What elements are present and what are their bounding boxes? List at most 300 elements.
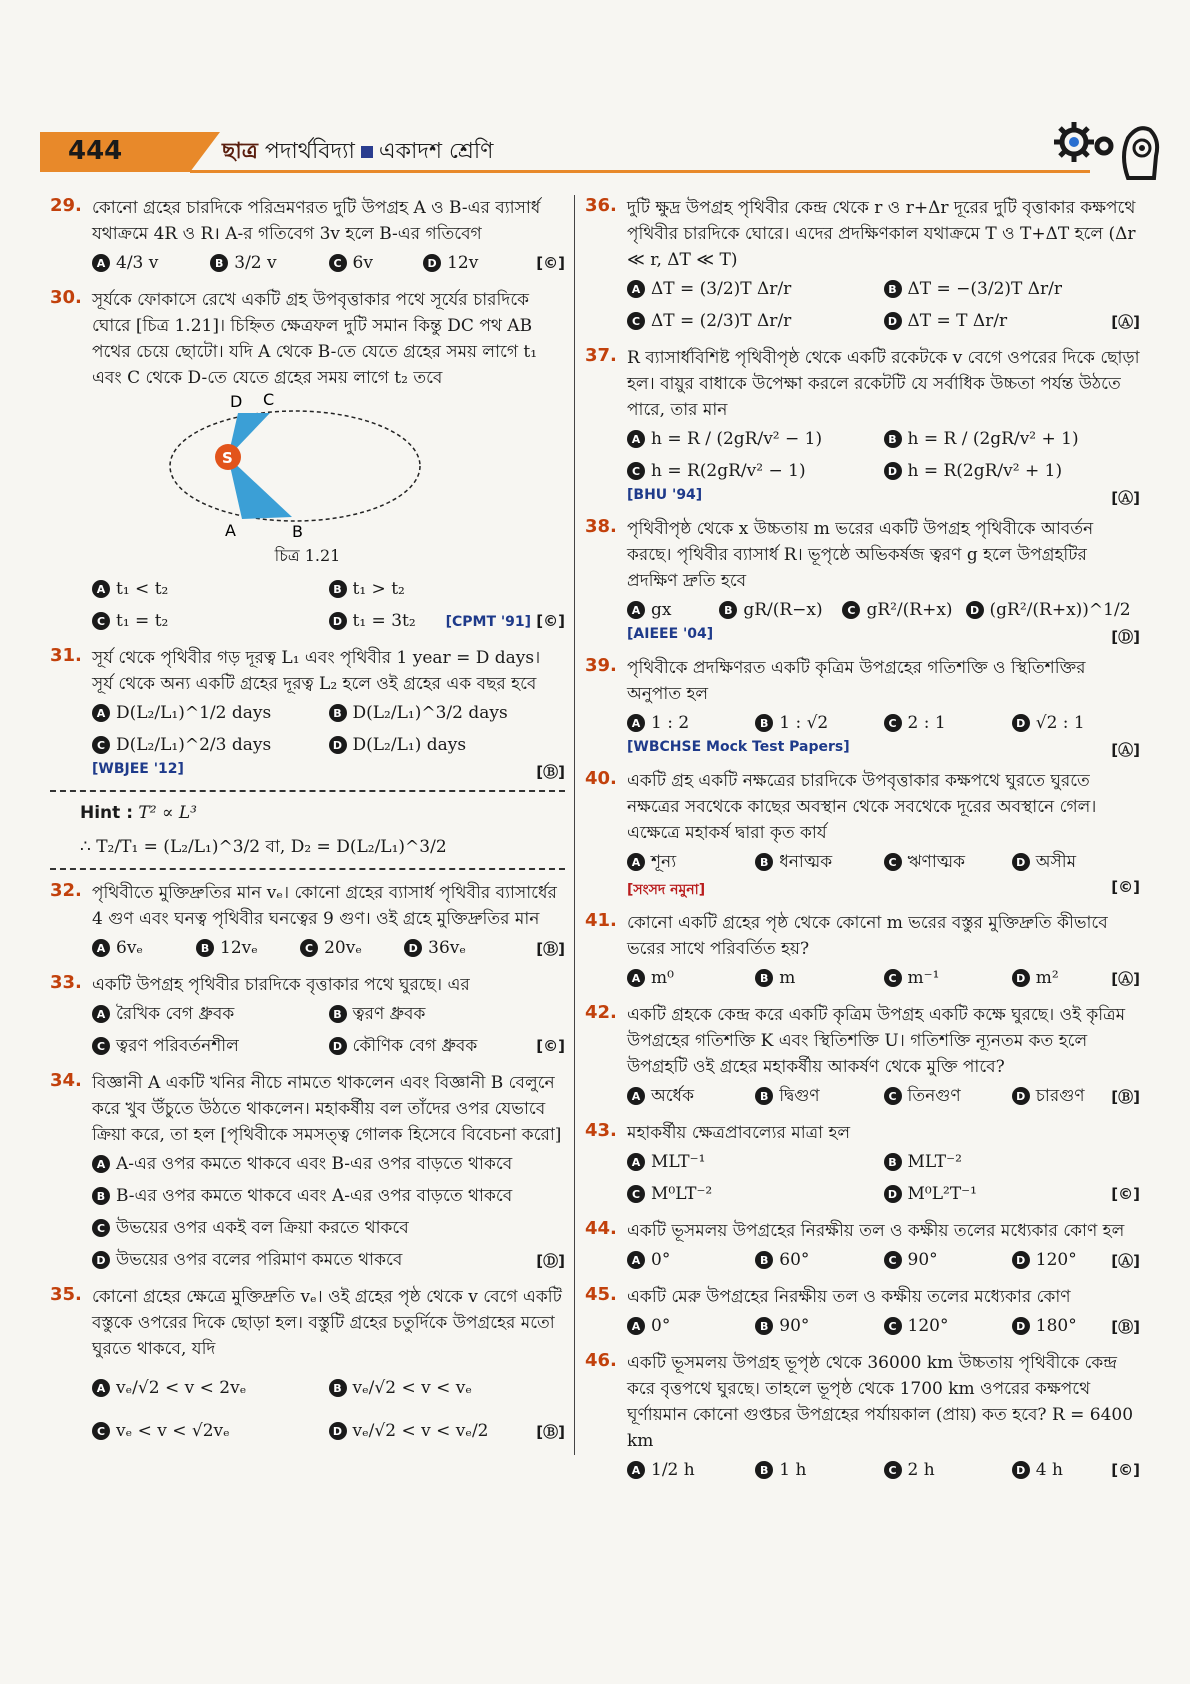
- question-text: সূর্যকে ফোকাসে রেখে একটি গ্রহ উপবৃত্তাকার পথে সূর্যের চারদিকে ঘোরে [চিত্র 1.21]। চিহ্নিত ক্ষেত্রফল দুটি সমান কিন্তু DC পথ AB পথের চেয়ে ছোটো। যদি A থেকে B-তে যেতে গ্রহের সময় লাগে t₁ এবং C থেকে D-তে যেতে গ্রহের সময় লাগে t₂ তবে: [92, 290, 538, 388]
- option-text: D(L₂/L₁) days: [352, 735, 467, 755]
- option-text: 4 h: [1035, 1460, 1063, 1480]
- option-letter-icon: B: [755, 1317, 773, 1335]
- source-tag: [AIEEE '04]: [627, 626, 714, 642]
- hint-line-1: T² ∝ L³: [138, 803, 197, 823]
- option-c: [884, 1457, 1012, 1483]
- option-letter-icon: D: [1012, 1317, 1030, 1335]
- label-a: A: [225, 521, 236, 540]
- header-title: [222, 134, 493, 171]
- answer-key: [Ⓐ]: [1111, 969, 1140, 988]
- option-text: ত্বরণ ধ্রুবক: [352, 1004, 426, 1024]
- option-b: [329, 1001, 566, 1027]
- option-letter-icon: B: [884, 430, 902, 448]
- option-letter-icon: C: [329, 254, 347, 272]
- option-letter-icon: B: [210, 254, 228, 272]
- option-text: gx: [651, 600, 672, 620]
- option-b: [329, 1375, 566, 1401]
- option-letter-icon: C: [884, 1087, 902, 1105]
- answer-key: [Ⓓ]: [1111, 628, 1140, 646]
- option-letter-icon: C: [884, 1317, 902, 1335]
- answer-key: [446, 612, 565, 630]
- option-letter-icon: D: [1012, 1251, 1030, 1269]
- option-text: MLT⁻²: [907, 1152, 962, 1172]
- option-text: 0°: [651, 1316, 671, 1336]
- option-text: ঋণাত্মক: [907, 852, 966, 872]
- option-letter-icon: B: [196, 939, 214, 957]
- option-text: D(L₂/L₁)^1/2 days: [116, 703, 272, 723]
- option-text: 2 : 1: [907, 713, 946, 733]
- source-tag: [BHU '94]: [627, 487, 703, 503]
- question-30: [50, 287, 565, 637]
- option-text: অর্ধেক: [651, 1086, 694, 1106]
- option-c: [842, 597, 965, 623]
- options: [627, 962, 1140, 994]
- question-35: [50, 1284, 565, 1447]
- option-d: [884, 1181, 1141, 1207]
- option-a: [92, 700, 329, 726]
- option-letter-icon: C: [92, 1037, 110, 1055]
- question-39: [585, 655, 1140, 760]
- option-letter-icon: C: [92, 1422, 110, 1440]
- option-letter-icon: C: [92, 736, 110, 754]
- question-40: [585, 768, 1140, 902]
- question-text: একটি মেরু উপগ্রহের নিরক্ষীয় তল ও কক্ষীয় তলের মধ্যেকার কোণ: [627, 1287, 1071, 1307]
- option-c: [92, 1033, 329, 1059]
- option-letter-icon: B: [755, 714, 773, 732]
- option-letter-icon: B: [329, 704, 347, 722]
- option-a: [627, 1247, 755, 1273]
- figure-caption: চিত্র 1.21: [274, 546, 341, 565]
- brand-name: ছাত্ৰ: [222, 139, 258, 164]
- question-text: দুটি ক্ষুদ্র উপগ্রহ পৃথিবীর কেন্দ্র থেকে r ও r+Δr দূরের দুটি বৃত্তাকার কক্ষপথে পৃথিবীর চারদিকে ঘোরে। এদের প্রদক্ষিণকাল যথাক্রমে T ও T+ΔT হলে (Δr ≪ r, ΔT ≪ T): [627, 198, 1136, 270]
- hint-line-2: ∴ T₂/T₁ = (L₂/L₁)^3/2 বা, D₂ = D(L₂/L₁)^3/2: [80, 837, 447, 857]
- option-letter-icon: B: [329, 580, 347, 598]
- question-text: R ব্যাসার্ধবিশিষ্ট পৃথিবীপৃষ্ঠ থেকে একটি রকেটকে v বেগে ওপরের দিকে ছোড়া হল। বায়ুর বাধাকে উপেক্ষা করলে রকেটটি যে সর্বাধিক উচ্চতা পর্যন্ত উঠতে পারে, তার মান: [627, 348, 1140, 420]
- answer-key: [Ⓐ]: [1111, 741, 1140, 759]
- option-letter-icon: D: [329, 612, 347, 630]
- option-letter-icon: A: [92, 1379, 110, 1397]
- option-letter-icon: D: [1012, 853, 1030, 871]
- options: [627, 846, 1140, 878]
- option-letter-icon: B: [329, 1005, 347, 1023]
- question-number: 31.: [50, 645, 82, 666]
- option-b: [884, 276, 1141, 302]
- option-text: 1/2 h: [651, 1460, 695, 1480]
- option-text: 90°: [907, 1250, 938, 1270]
- question-number: 38.: [585, 516, 617, 537]
- question-number: 39.: [585, 655, 617, 676]
- option-d: [1012, 1247, 1140, 1273]
- option-text: 60°: [779, 1250, 810, 1270]
- option-letter-icon: B: [329, 1379, 347, 1397]
- question-text: পৃথিবীতে মুক্তিদ্রুতির মান vₑ। কোনো গ্রহের ব্যাসার্ধ পৃথিবীর ব্যাসার্ধের 4 গুণ এবং ঘনত্ব পৃথিবীর ঘনত্বের 9 গুণ। ওই গ্রহে মুক্তিদ্রুতির মান: [92, 883, 557, 929]
- option-a: [92, 1151, 565, 1177]
- options: [92, 1372, 565, 1447]
- answer-key: [©]: [536, 254, 565, 272]
- option-text: 120°: [907, 1316, 949, 1336]
- option-letter-icon: D: [329, 1422, 347, 1440]
- figure-1-21: [110, 391, 565, 549]
- option-text: ধনাত্মক: [779, 852, 833, 872]
- option-text: 1 : 2: [651, 713, 690, 733]
- question-text: সূর্য থেকে পৃথিবীর গড় দূরত্ব L₁ এবং পৃথিবীর 1 year = D days। সূর্য থেকে অন্য একটি গ্রহের দূরত্ব L₂ হলে ওই গ্রহের এক বছর হবে: [92, 648, 541, 694]
- option-letter-icon: D: [1012, 1461, 1030, 1479]
- question-29: [50, 195, 565, 279]
- option-letter-icon: C: [884, 1461, 902, 1479]
- option-text: m⁰: [651, 968, 674, 988]
- question-32: [50, 880, 565, 964]
- option-d: [966, 597, 1140, 623]
- options: [627, 1080, 1140, 1112]
- question-text: একটি ভূসমলয় উপগ্রহ ভূপৃষ্ঠ থেকে 36000 km উচ্চতায় পৃথিবীকে কেন্দ্র করে বৃত্তপথে ঘুরছে। তাহলে ভূপৃষ্ঠ থেকে 1700 km ওপরের কক্ষপথে ঘূর্ণায়মান কোনো গুপ্তচর উপগ্রহের পর্যায়কাল (প্রায়) কত হবে? R = 6400 km: [627, 1353, 1134, 1451]
- option-d: [329, 1033, 566, 1059]
- question-number: 35.: [50, 1284, 82, 1305]
- option-letter-icon: D: [884, 462, 902, 480]
- question-42: [585, 1002, 1140, 1112]
- option-text: m²: [1035, 968, 1059, 988]
- option-text: 36vₑ: [428, 938, 466, 958]
- orbit-ellipse: [170, 411, 420, 521]
- option-letter-icon: D: [1012, 1087, 1030, 1105]
- question-36: [585, 195, 1140, 337]
- options: [92, 573, 565, 637]
- option-text: 12vₑ: [220, 938, 258, 958]
- option-b: [329, 700, 566, 726]
- option-text: vₑ < v < √2vₑ: [116, 1421, 230, 1441]
- option-letter-icon: C: [884, 1251, 902, 1269]
- source-tag: [WBJEE '12]: [92, 761, 184, 777]
- option-letter-icon: B: [755, 853, 773, 871]
- question-number: 34.: [50, 1070, 82, 1091]
- option-b: [755, 1083, 883, 1109]
- option-b: [719, 597, 842, 623]
- option-a: [92, 576, 329, 602]
- option-c: [92, 1418, 329, 1444]
- hint-label: Hint :: [80, 803, 134, 823]
- option-a: [627, 849, 755, 875]
- option-letter-icon: C: [627, 1185, 645, 1203]
- answer-key: [©]: [1111, 1461, 1140, 1479]
- option-text: t₁ = 3t₂: [352, 611, 416, 631]
- option-letter-icon: A: [627, 714, 645, 732]
- option-letter-icon: C: [92, 612, 110, 630]
- option-letter-icon: D: [884, 312, 902, 330]
- option-letter-icon: A: [92, 704, 110, 722]
- answer-key: [Ⓑ]: [1111, 1087, 1140, 1106]
- question-tail: [627, 626, 1140, 647]
- option-text: শূন্য: [651, 852, 677, 872]
- option-text: ত্বরণ পরিবর্তনশীল: [116, 1036, 239, 1056]
- option-c: [884, 1247, 1012, 1273]
- option-text: 6vₑ: [116, 938, 144, 958]
- option-text: 6v: [352, 253, 373, 273]
- option-b: [755, 1457, 883, 1483]
- option-letter-icon: A: [627, 1087, 645, 1105]
- options: [627, 1454, 1140, 1486]
- question-number: 41.: [585, 910, 617, 931]
- option-c: [884, 710, 1012, 736]
- right-column: [585, 195, 1140, 1494]
- option-a: [627, 597, 719, 623]
- question-text: একটি ভূসমলয় উপগ্রহের নিরক্ষীয় তল ও কক্ষীয় তলের মধ্যেকার কোণ হল: [627, 1221, 1125, 1241]
- question-text: মহাকর্ষীয় ক্ষেত্রপ্রাবল্যের মাত্রা হল: [627, 1123, 851, 1143]
- options: [627, 594, 1140, 626]
- answer-key: [Ⓑ]: [536, 763, 565, 781]
- option-text: m: [779, 968, 796, 988]
- option-b: [884, 426, 1141, 452]
- question-number: 44.: [585, 1218, 617, 1239]
- option-text: 20vₑ: [324, 938, 362, 958]
- option-c: [627, 458, 884, 484]
- option-text: 2 h: [907, 1460, 935, 1480]
- option-letter-icon: A: [92, 254, 110, 272]
- option-letter-icon: B: [92, 1187, 110, 1205]
- option-text: ΔT = −(3/2)T Δr/r: [907, 279, 1063, 299]
- label-d: D: [230, 392, 243, 411]
- question-number: 43.: [585, 1120, 617, 1141]
- option-d: [1012, 1457, 1140, 1483]
- option-letter-icon: A: [627, 280, 645, 298]
- question-number: 37.: [585, 345, 617, 366]
- option-letter-icon: B: [755, 969, 773, 987]
- option-text: (gR²/(R+x))^1/2: [989, 600, 1131, 620]
- option-letter-icon: D: [1012, 714, 1030, 732]
- option-letter-icon: A: [627, 853, 645, 871]
- options: [92, 998, 565, 1062]
- gear-head-logo-icon: [1050, 116, 1160, 186]
- option-c: [92, 608, 329, 634]
- answer-key: [Ⓑ]: [536, 1422, 565, 1441]
- options: [627, 1310, 1140, 1342]
- option-text: চারগুণ: [1035, 1086, 1085, 1106]
- option-d: [329, 1418, 566, 1444]
- option-c: [884, 849, 1012, 875]
- option-d: [329, 608, 566, 634]
- option-text: M⁰LT⁻²: [651, 1184, 713, 1204]
- option-letter-icon: A: [627, 1461, 645, 1479]
- option-c: [300, 935, 404, 961]
- option-text: ΔT = (3/2)T Δr/r: [651, 279, 792, 299]
- question-37: [585, 345, 1140, 508]
- question-tail: [627, 487, 1140, 508]
- option-letter-icon: C: [92, 1219, 110, 1237]
- option-text: রৈখিক বেগ ধ্রুবক: [116, 1004, 235, 1024]
- option-a: [627, 276, 884, 302]
- option-a: [92, 1375, 329, 1401]
- option-text: 4/3 v: [116, 253, 159, 273]
- question-text: পৃথিবীপৃষ্ঠ থেকে x উচ্চতায় m ভরের একটি উপগ্রহ পৃথিবীকে আবর্তন করছে। পৃথিবীর ব্যাসার্ধ R। ভূপৃষ্ঠে অভিকর্ষজ ত্বরণ g হলে উপগ্রহটির প্রদক্ষিণ দ্রুতি হবে: [627, 519, 1094, 591]
- source-tag: [CPMT '91]: [445, 614, 532, 630]
- option-letter-icon: A: [627, 601, 645, 619]
- option-letter-icon: B: [719, 601, 737, 619]
- option-text: gR²/(R+x): [866, 600, 953, 620]
- option-b: [92, 1183, 565, 1209]
- option-letter-icon: D: [1012, 969, 1030, 987]
- option-text: D(L₂/L₁)^3/2 days: [352, 703, 508, 723]
- option-b: [196, 935, 300, 961]
- option-c: [329, 250, 424, 276]
- option-text: 1 h: [779, 1460, 807, 1480]
- option-c: [884, 1313, 1012, 1339]
- question-number: 30.: [50, 287, 82, 308]
- answer-key: [Ⓑ]: [536, 939, 565, 958]
- option-text: 1 : √2: [779, 713, 829, 733]
- answer-key: [©]: [536, 1037, 565, 1055]
- option-text: উভয়ের ওপর বলের পরিমাণ কমতে থাকবে: [116, 1250, 403, 1270]
- option-a: [92, 250, 210, 276]
- answer-key: [Ⓓ]: [536, 1251, 565, 1270]
- option-text: vₑ/√2 < v < vₑ/2: [352, 1421, 489, 1441]
- option-text: t₁ = t₂: [116, 611, 169, 631]
- option-c: [884, 1083, 1012, 1109]
- subject-name: পদার্থবিদ্যা: [264, 139, 355, 164]
- question-tail: [92, 761, 565, 782]
- answer-key: [©]: [1111, 878, 1140, 896]
- option-text: h = R(2gR/v² − 1): [651, 461, 806, 481]
- options: [92, 1148, 565, 1276]
- option-a: [627, 1083, 755, 1109]
- option-a: [627, 965, 755, 991]
- option-letter-icon: C: [884, 714, 902, 732]
- question-text: একটি উপগ্রহ পৃথিবীর চারদিকে বৃত্তাকার পথে ঘুরছে। এর: [92, 975, 470, 995]
- options: [92, 932, 565, 964]
- answer-key: [Ⓑ]: [1111, 1317, 1140, 1336]
- option-text: B-এর ওপর কমতে থাকবে এবং A-এর ওপর বাড়তে থাকবে: [116, 1186, 513, 1206]
- option-a: [627, 1149, 884, 1175]
- option-letter-icon: C: [884, 969, 902, 987]
- option-text: m⁻¹: [907, 968, 940, 988]
- left-column: [50, 195, 565, 1455]
- options: [627, 1244, 1140, 1276]
- option-letter-icon: C: [627, 462, 645, 480]
- option-a: [92, 1001, 329, 1027]
- question-number: 33.: [50, 972, 82, 993]
- page-number: 444: [68, 136, 123, 166]
- option-b: [755, 710, 883, 736]
- option-d: [92, 1247, 565, 1273]
- question-number: 46.: [585, 1350, 617, 1371]
- header-band-slant: [190, 132, 220, 172]
- answer-key: [Ⓐ]: [1111, 1251, 1140, 1270]
- option-a: [92, 935, 196, 961]
- option-letter-icon: C: [884, 853, 902, 871]
- label-s: S: [222, 449, 233, 467]
- option-text: √2 : 1: [1035, 713, 1085, 733]
- option-letter-icon: D: [404, 939, 422, 957]
- option-text: t₁ > t₂: [352, 579, 405, 599]
- option-letter-icon: C: [627, 312, 645, 330]
- option-d: [884, 308, 1141, 334]
- hint-box: [50, 790, 565, 870]
- question-45: [585, 1284, 1140, 1342]
- ellipse-orbit-diagram: [110, 391, 490, 541]
- options: [92, 247, 565, 279]
- option-d: [404, 935, 565, 961]
- option-letter-icon: D: [423, 254, 441, 272]
- option-letter-icon: B: [755, 1087, 773, 1105]
- question-number: 29.: [50, 195, 82, 216]
- option-letter-icon: B: [884, 1153, 902, 1171]
- page-header: [40, 128, 1160, 178]
- option-text: উভয়ের ওপর একই বল ক্রিয়া করতে থাকবে: [116, 1218, 409, 1238]
- question-tail: [627, 878, 1140, 902]
- options: [627, 707, 1140, 739]
- answer-key: [©]: [1111, 1185, 1140, 1203]
- option-text: A-এর ওপর কমতে থাকবে এবং B-এর ওপর বাড়তে থাকবে: [116, 1154, 513, 1174]
- option-text: ΔT = T Δr/r: [907, 311, 1008, 331]
- option-letter-icon: C: [842, 601, 860, 619]
- option-text: h = R / (2gR/v² − 1): [651, 429, 823, 449]
- option-c: [92, 732, 329, 758]
- option-b: [755, 1247, 883, 1273]
- options: [92, 697, 565, 761]
- option-text: তিনগুণ: [907, 1086, 961, 1106]
- option-letter-icon: A: [92, 939, 110, 957]
- option-b: [755, 849, 883, 875]
- option-letter-icon: B: [755, 1461, 773, 1479]
- option-letter-icon: A: [627, 969, 645, 987]
- option-text: gR/(R−x): [743, 600, 823, 620]
- options: [627, 273, 1140, 337]
- option-text: 0°: [651, 1250, 671, 1270]
- question-text: একটি গ্রহকে কেন্দ্র করে একটি কৃত্রিম উপগ্রহ একটি কক্ষে ঘুরছে। ওই কৃত্রিম উপগ্রহের গতিশক্তি K এবং স্থিতিশক্তি U। গতিশক্তি ন্যূনতম কত হলে উপগ্রহটি ওই গ্রহের মহাকর্ষীয় আকর্ষণ থেকে মুক্তি পাবে?: [627, 1005, 1126, 1077]
- question-number: 45.: [585, 1284, 617, 1305]
- area-ab: [228, 457, 292, 519]
- option-d: [1012, 965, 1140, 991]
- option-text: vₑ/√2 < v < vₑ: [352, 1378, 472, 1398]
- question-number: 36.: [585, 195, 617, 216]
- question-34: [50, 1070, 565, 1276]
- option-letter-icon: D: [92, 1251, 110, 1269]
- option-c: [627, 308, 884, 334]
- option-text: কৌণিক বেগ ধ্রুবক: [352, 1036, 478, 1056]
- option-text: 180°: [1035, 1316, 1077, 1336]
- option-b: [329, 576, 566, 602]
- option-letter-icon: B: [755, 1251, 773, 1269]
- option-a: [627, 1313, 755, 1339]
- option-letter-icon: D: [329, 736, 347, 754]
- option-b: [755, 965, 883, 991]
- option-text: 90°: [779, 1316, 810, 1336]
- question-31: [50, 645, 565, 782]
- option-b: [884, 1149, 1141, 1175]
- question-tail: [627, 739, 1140, 760]
- option-text: অসীম: [1035, 852, 1077, 872]
- option-d: [423, 250, 565, 276]
- option-letter-icon: D: [884, 1185, 902, 1203]
- option-d: [329, 732, 566, 758]
- square-bullet-icon: [361, 146, 373, 158]
- option-d: [1012, 710, 1140, 736]
- question-44: [585, 1218, 1140, 1276]
- option-text: দ্বিগুণ: [779, 1086, 820, 1106]
- question-41: [585, 910, 1140, 994]
- answer-key: [Ⓐ]: [1111, 312, 1140, 331]
- option-text: t₁ < t₂: [116, 579, 169, 599]
- options: [627, 423, 1140, 487]
- question-text: বিজ্ঞানী A একটি খনির নীচে নামতে থাকলেন এবং বিজ্ঞানী B বেলুনে করে খুব উঁচুতে উঠতে থাকলেন। মহাকর্ষীয় বল তাঁদের ওপর যেভাবে ক্রিয়া করে, তা হল [পৃথিবীকে সমসত্ত্ব গোলক হিসেবে বিবেচনা করো]: [92, 1073, 562, 1145]
- option-letter-icon: A: [627, 430, 645, 448]
- option-a: [627, 426, 884, 452]
- option-text: ΔT = (2/3)T Δr/r: [651, 311, 792, 331]
- answer-text: [©]: [536, 612, 565, 630]
- question-33: [50, 972, 565, 1062]
- option-letter-icon: D: [329, 1037, 347, 1055]
- option-text: h = R(2gR/v² + 1): [907, 461, 1063, 481]
- source-tag: [WBCHSE Mock Test Papers]: [627, 739, 850, 755]
- option-d: [1012, 1313, 1140, 1339]
- question-text: পৃথিবীকে প্রদক্ষিণরত একটি কৃত্রিম উপগ্রহের গতিশক্তি ও স্থিতিশক্তির অনুপাত হল: [627, 658, 1086, 704]
